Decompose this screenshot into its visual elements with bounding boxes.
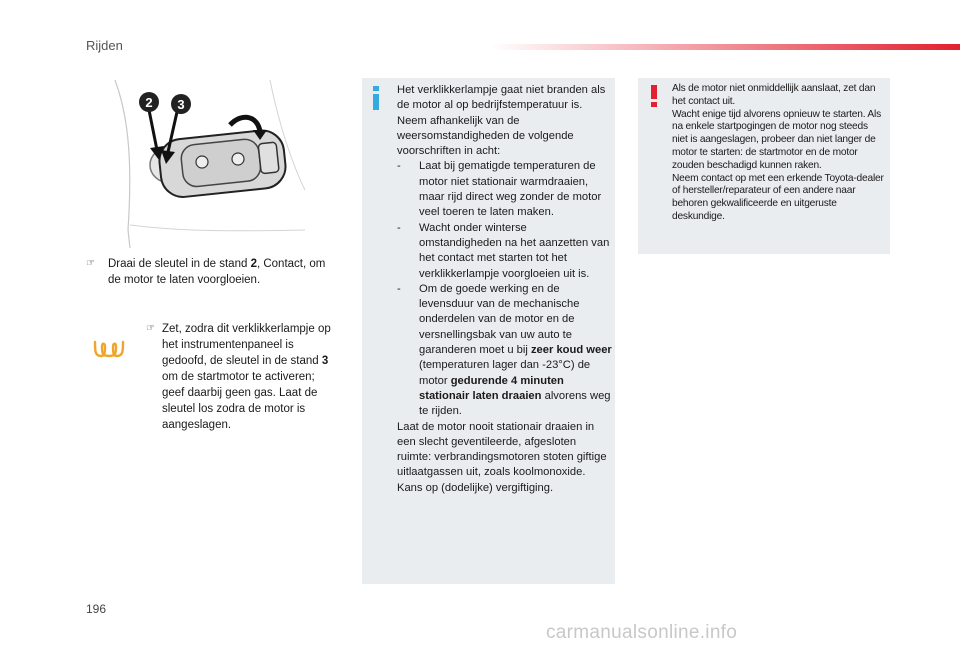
bullet-icon: ☞ <box>86 258 95 269</box>
section-title: Rijden <box>86 38 123 53</box>
bullet-icon: ☞ <box>146 323 155 334</box>
warning-paragraph: Neem contact op met een erkende Toyota-dealer of hersteller/reparateur of een andere naar behoren gekwalificeerde en uitgeruste deskundige. <box>672 172 884 222</box>
callout-3: 3 <box>177 97 185 112</box>
info-intro: Het verklikkerlampje gaat niet branden als de motor al op bedrijfstemperatuur is. Neem afhankelijk van de weersomstandigheden de volgende voorschriften in acht: <box>397 84 606 158</box>
info-outro: Laat de motor nooit stationair draaien in een slecht geventileerde, afgesloten ruimte: verbrandingsmotoren stoten giftige uitlaatgassen uit, zoals koolmonoxide. Kans op (dodelijke) vergiftiging. <box>397 420 607 494</box>
list-item: - Laat bij gematigde temperaturen de motor niet stationair warmdraaien, maar rijd direct weg zonder de motor veel toeren te laten maken. <box>397 160 602 219</box>
step-1-instruction <box>86 256 341 288</box>
warning-text <box>672 83 886 224</box>
list-item: - Om de goede werking en de levensduur van de mechanische onderdelen van de motor en de versnellingsbak van uw auto te garanderen moet u bij zeer koud weer (temperaturen lager dan -23°C) de motor gedurende 4 minuten stationair laten draaien alvorens weg te rijden. <box>397 282 612 418</box>
warning-paragraph: Wacht enige tijd alvorens opnieuw te starten. Als na enkele startpogingen de motor nog steeds niet is aangeslagen, probeer dan niet langer de motor te starten: de startmotor en de motor zouden beschadigd kunnen raken. <box>672 108 881 171</box>
info-text <box>397 83 612 496</box>
info-icon <box>371 86 381 110</box>
step-1-text: Draai de sleutel in de stand 2, Contact, om de motor te laten voorgloeien. <box>108 258 326 286</box>
warning-paragraph: Als de motor niet onmiddellijk aanslaat, zet dan het contact uit. <box>672 83 876 107</box>
list-item: - Wacht onder winterse omstandigheden na het aanzetten van het contact met starten tot het verklikkerlampje voorgloeien uit is. <box>397 221 610 280</box>
glow-plug-icon <box>92 339 126 359</box>
callout-2: 2 <box>145 95 153 110</box>
exclamation-icon <box>650 85 658 107</box>
header-accent-bar <box>490 44 960 50</box>
watermark: carmanualsonline.info <box>546 622 738 643</box>
step-2-instruction <box>146 321 336 433</box>
page-number: 196 <box>86 602 107 616</box>
ignition-key-illustration <box>110 80 305 248</box>
step-2-text: Zet, zodra dit verklikkerlampje op het instrumentenpaneel is gedoofd, de sleutel in de stand 3 om de startmotor te activeren; geef daarbij geen gas. Laat de sleutel los zodra de motor is aangeslagen. <box>162 323 331 431</box>
